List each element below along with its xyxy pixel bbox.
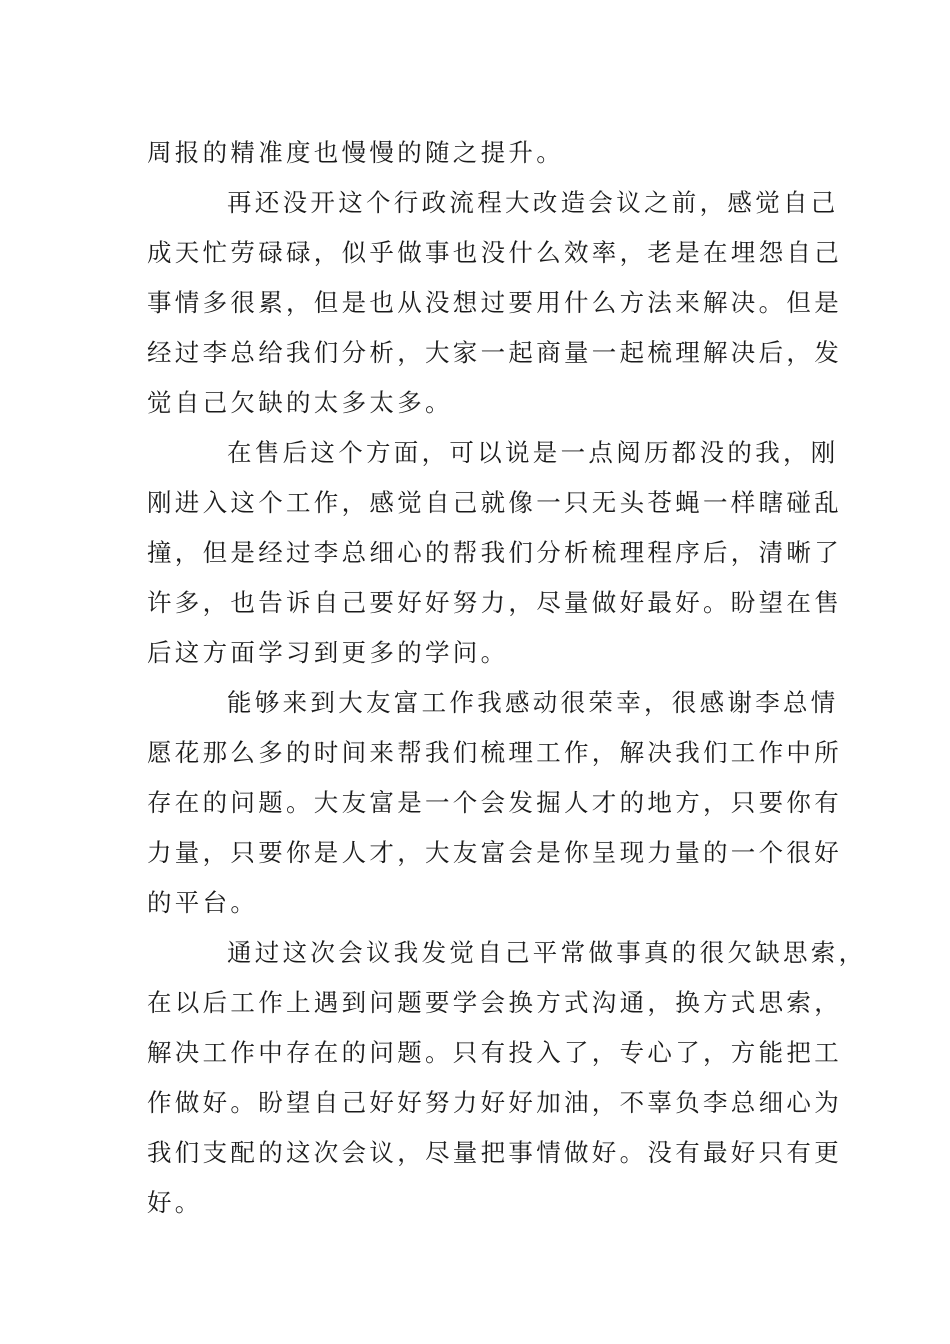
text-line: 后这方面学习到更多的学问。 (147, 638, 509, 667)
text-line: 许多，也告诉自己要好好努力，尽量做好最好。盼望在售 (147, 588, 842, 617)
text-line: 事情多很累，但是也从没想过要用什么方法来解决。但是 (147, 288, 842, 317)
text-line: 在以后工作上遇到问题要学会换方式沟通，换方式思索， (147, 988, 842, 1017)
text-line: 作做好。盼望自己好好努力好好加油，不辜负李总细心为 (147, 1088, 842, 1117)
text-line: 撞，但是经过李总细心的帮我们分析梳理程序后，清晰了 (147, 538, 842, 567)
paragraph-first-line: 通过这次会议我发觉自己平常做事真的很欠缺思索， (227, 938, 867, 967)
paragraph-first-line: 能够来到大友富工作我感动很荣幸，很感谢李总情 (227, 688, 839, 717)
text-line: 解决工作中存在的问题。只有投入了，专心了，方能把工 (147, 1038, 842, 1067)
text-line: 的平台。 (147, 888, 259, 917)
text-line: 成天忙劳碌碌，似乎做事也没什么效率，老是在埋怨自己 (147, 238, 842, 267)
text-line: 我们支配的这次会议，尽量把事情做好。没有最好只有更 (147, 1138, 842, 1167)
text-line: 经过李总给我们分析，大家一起商量一起梳理解决后，发 (147, 338, 842, 367)
text-line: 刚进入这个工作，感觉自己就像一只无头苍蝇一样瞎碰乱 (147, 488, 842, 517)
text-line: 愿花那么多的时间来帮我们梳理工作，解决我们工作中所 (147, 738, 842, 767)
text-line: 力量，只要你是人才，大友富会是你呈现力量的一个很好 (147, 838, 842, 867)
document-body (147, 128, 867, 1228)
text-line: 周报的精准度也慢慢的随之提升。 (147, 138, 564, 167)
paragraph-first-line: 在售后这个方面，可以说是一点阅历都没的我，刚 (227, 438, 839, 467)
paragraph-first-line: 再还没开这个行政流程大改造会议之前，感觉自己 (227, 188, 839, 217)
text-line: 存在的问题。大友富是一个会发掘人才的地方，只要你有 (147, 788, 842, 817)
text-line: 好。 (147, 1188, 203, 1217)
text-line: 觉自己欠缺的太多太多。 (147, 388, 453, 417)
